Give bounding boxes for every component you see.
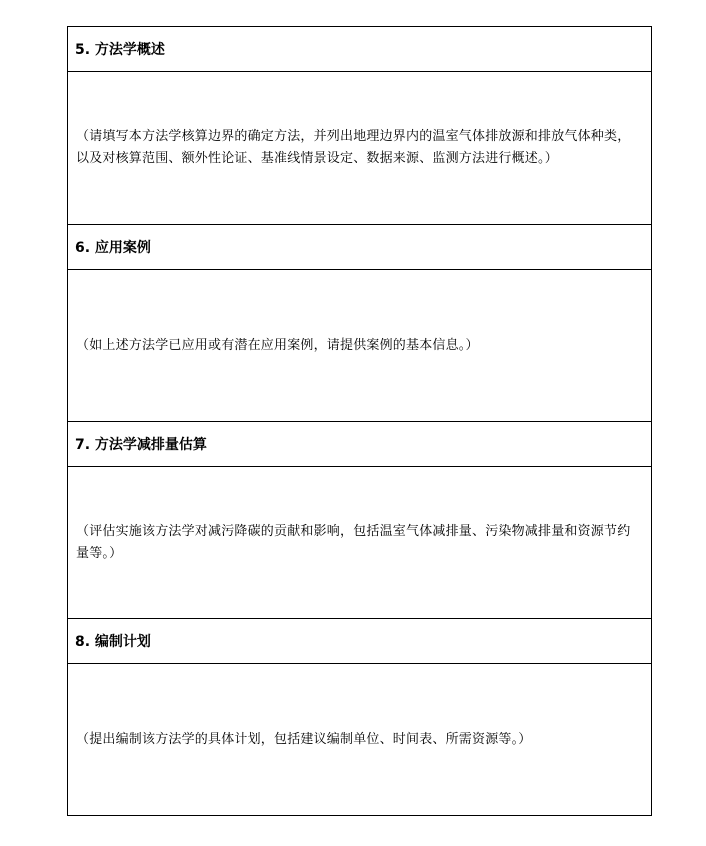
section-8-title: 8. 编制计划	[75, 634, 151, 650]
section-7-instruction: （评估实施该方法学对减污降碳的贡献和影响，包括温室气体减排量、污染物减排量和资源节约量等。）	[76, 523, 631, 561]
section-6-instruction: （如上述方法学已应用或有潜在应用案例，请提供案例的基本信息。）	[76, 337, 479, 353]
section-5-input-area[interactable]	[68, 72, 651, 225]
section-7-input-area[interactable]	[68, 467, 651, 619]
section-6-input-area[interactable]	[68, 270, 651, 422]
section-5-instruction: （请填写本方法学核算边界的确定方法，并列出地理边界内的温室气体排放源和排放气体种类，以及对核算范围、额外性论证、基准线情景设定、数据来源、监测方法进行概述。）	[76, 129, 631, 166]
section-8-instruction: （提出编制该方法学的具体计划，包括建议编制单位、时间表、所需资源等。）	[76, 731, 532, 747]
section-7-heading	[68, 422, 651, 467]
section-6-heading	[68, 225, 651, 270]
section-8-input-area[interactable]	[68, 664, 651, 815]
section-7-title: 7. 方法学减排量估算	[75, 437, 207, 453]
section-8-heading	[68, 619, 651, 664]
section-5-heading	[68, 27, 651, 72]
methodology-form-table	[67, 26, 652, 816]
section-5-title: 5. 方法学概述	[75, 42, 165, 58]
section-6-title: 6. 应用案例	[75, 240, 151, 256]
